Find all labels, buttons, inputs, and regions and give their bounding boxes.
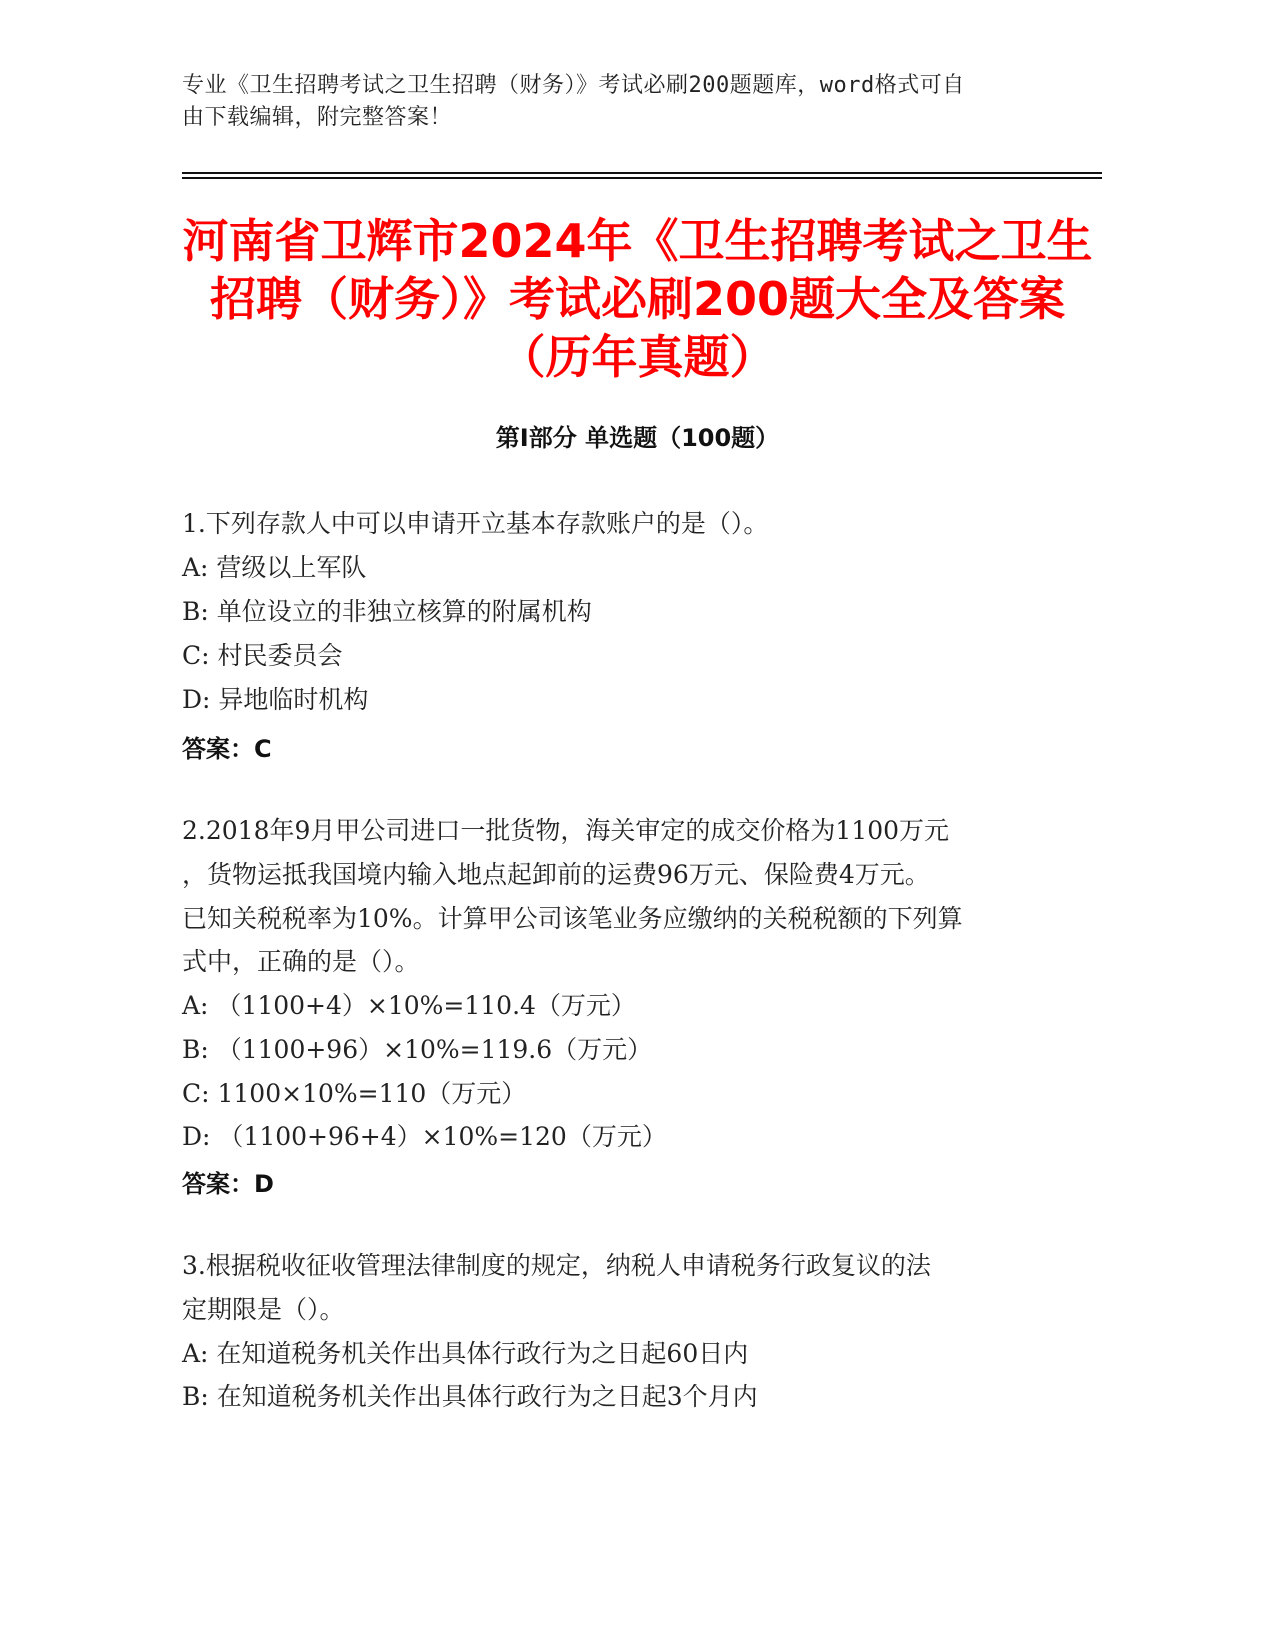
document-title — [150, 212, 1125, 386]
question-2-text: 式中，正确的是（）。 — [182, 947, 420, 976]
question-2-option-d: D: （1100+96+4）×10%=120（万元） — [182, 1122, 667, 1151]
section-heading: 第Ⅰ部分 单选题（100题） — [495, 424, 780, 452]
question-3-option-a: A: 在知道税务机关作出具体行政行为之日起60日内 — [182, 1339, 749, 1368]
question-1-option-c: C: 村民委员会 — [182, 641, 343, 670]
question-1-option-a: A: 营级以上军队 — [182, 553, 367, 582]
question-2-option-c: C: 1100×10%=110（万元） — [182, 1079, 527, 1108]
question-1-option-b: B: 单位设立的非独立核算的附属机构 — [182, 597, 592, 626]
intro-line: 由下载编辑，附完整答案！ — [182, 105, 453, 130]
intro-line: 专业《卫生招聘考试之卫生招聘（财务）》考试必刷200题题库，word格式可自 — [182, 73, 965, 98]
question-2-text: 2.2018年9月甲公司进口一批货物，海关审定的成交价格为1100万元 — [182, 816, 950, 845]
question-3-option-b: B: 在知道税务机关作出具体行政行为之日起3个月内 — [182, 1382, 758, 1411]
question-1-answer: 答案：C — [182, 735, 272, 763]
question-3-text: 3.根据税收征收管理法律制度的规定，纳税人申请税务行政复议的法 — [182, 1251, 931, 1280]
question-2-text: 已知关税税率为10%。计算甲公司该笔业务应缴纳的关税税额的下列算 — [182, 904, 963, 933]
title-line: 招聘（财务）》考试必刷200题大全及答案 — [209, 272, 1066, 326]
header-divider — [182, 177, 1102, 179]
question-3-text: 定期限是（）。 — [182, 1295, 345, 1324]
header-divider — [182, 172, 1102, 174]
question-2-text: ，货物运抵我国境内输入地点起卸前的运费96万元、保险费4万元。 — [182, 860, 930, 889]
question-1-option-d: D: 异地临时机构 — [182, 685, 369, 714]
intro-text — [182, 70, 1042, 134]
title-line: 河南省卫辉市2024年《卫生招聘考试之卫生 — [182, 214, 1093, 268]
title-line: （历年真题） — [499, 330, 776, 384]
question-2-option-b: B: （1100+96）×10%=119.6（万元） — [182, 1035, 653, 1064]
question-2-option-a: A: （1100+4）×10%=110.4（万元） — [182, 991, 636, 1020]
question-1-text: 1.下列存款人中可以申请开立基本存款账户的是（）。 — [182, 509, 769, 538]
question-2-answer: 答案：D — [182, 1170, 274, 1198]
